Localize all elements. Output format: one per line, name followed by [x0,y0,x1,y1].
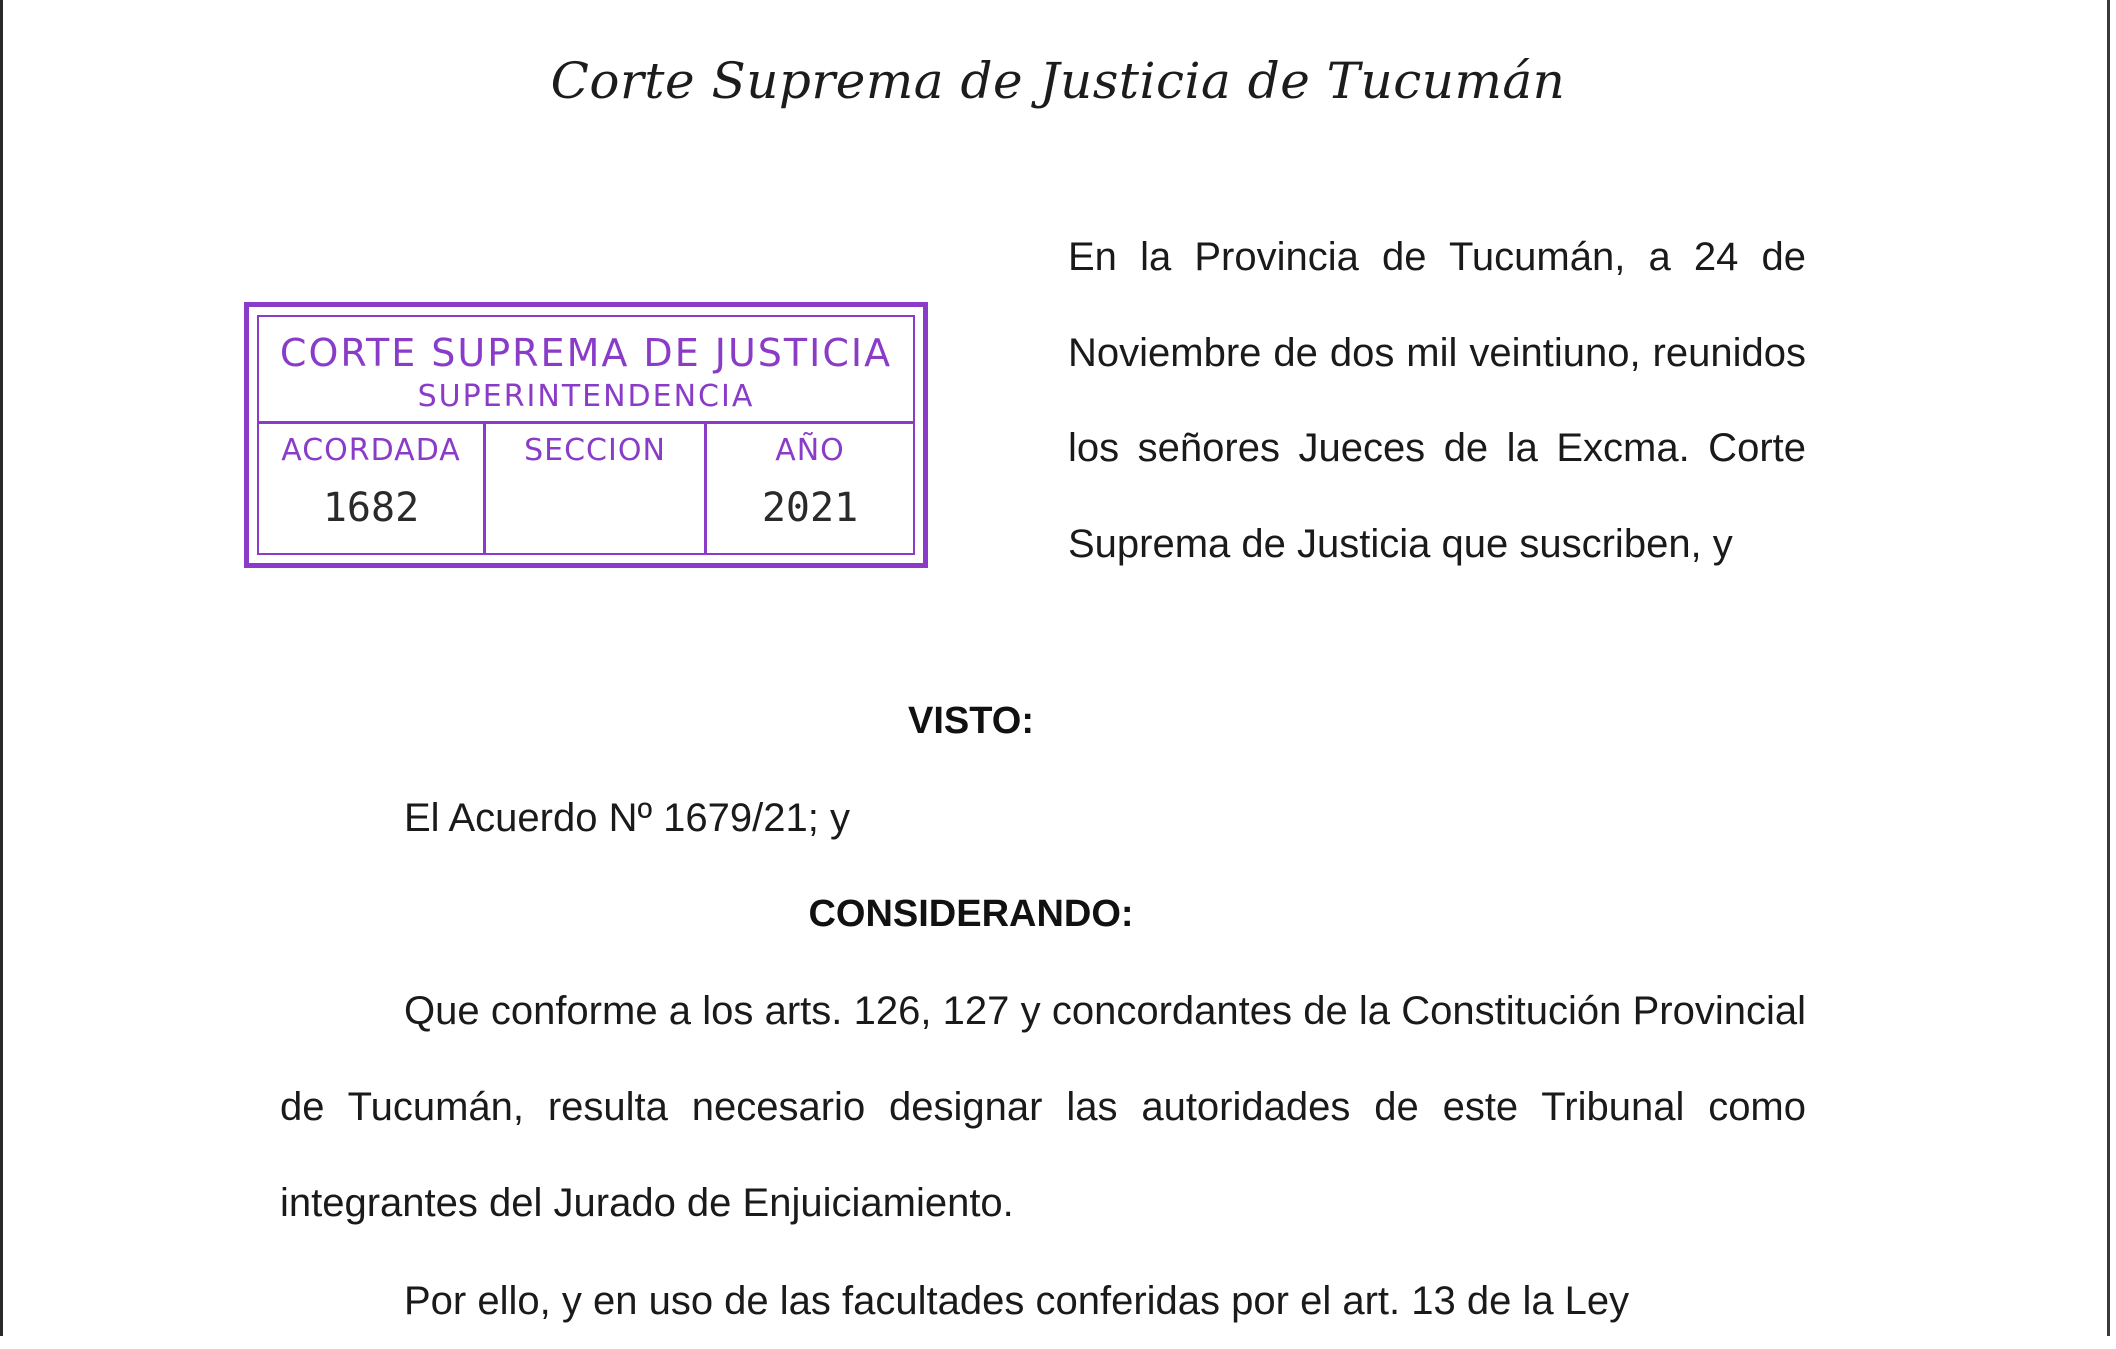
page-right-edge [2107,0,2110,1336]
stamp-title: CORTE SUPREMA DE JUSTICIA [279,331,893,375]
stamp-value-acordada: 1682 [322,485,420,531]
visto-paragraph: El Acuerdo Nº 1679/21; y [404,796,850,840]
stamp-header [259,317,913,424]
stamp-column-seccion [486,421,707,553]
intro-paragraph: En la Provincia de Tucumán, a 24 de Noviembre de dos mil veintiuno, reunidos los señores Jueces de la Excma. Corte Suprema de Justicia que suscriben, y [1068,235,1806,566]
stamp-subtitle: SUPERINTENDENCIA [417,379,755,414]
page-left-edge [0,0,3,1336]
considerando-paragraph: Que conforme a los arts. 126, 127 y concordantes de la Constitución Provincial de Tucumán, resulta necesario designar las autoridades de este Tribunal como integrantes del Jurado de Enjuiciamiento. [280,989,1806,1225]
stamp-columns [259,421,913,553]
visto-heading: VISTO: [908,700,1034,742]
stamp-column-anio [707,421,913,553]
stamp-value-anio: 2021 [761,485,859,531]
stamp-label-acordada: ACORDADA [281,433,461,468]
stamp-label-anio: AÑO [775,433,845,468]
stamp-inner-frame [257,315,915,555]
acordada-stamp [244,302,928,568]
por-ello-paragraph: Por ello, y en uso de las facultades conferidas por el art. 13 de la Ley [404,1279,1630,1323]
stamp-label-seccion: SECCION [524,433,666,468]
considerando-heading: CONSIDERANDO: [808,893,1134,935]
stamp-column-acordada [259,421,486,553]
letterhead-title: Corte Suprema de Justicia de Tucumán [550,52,1566,110]
